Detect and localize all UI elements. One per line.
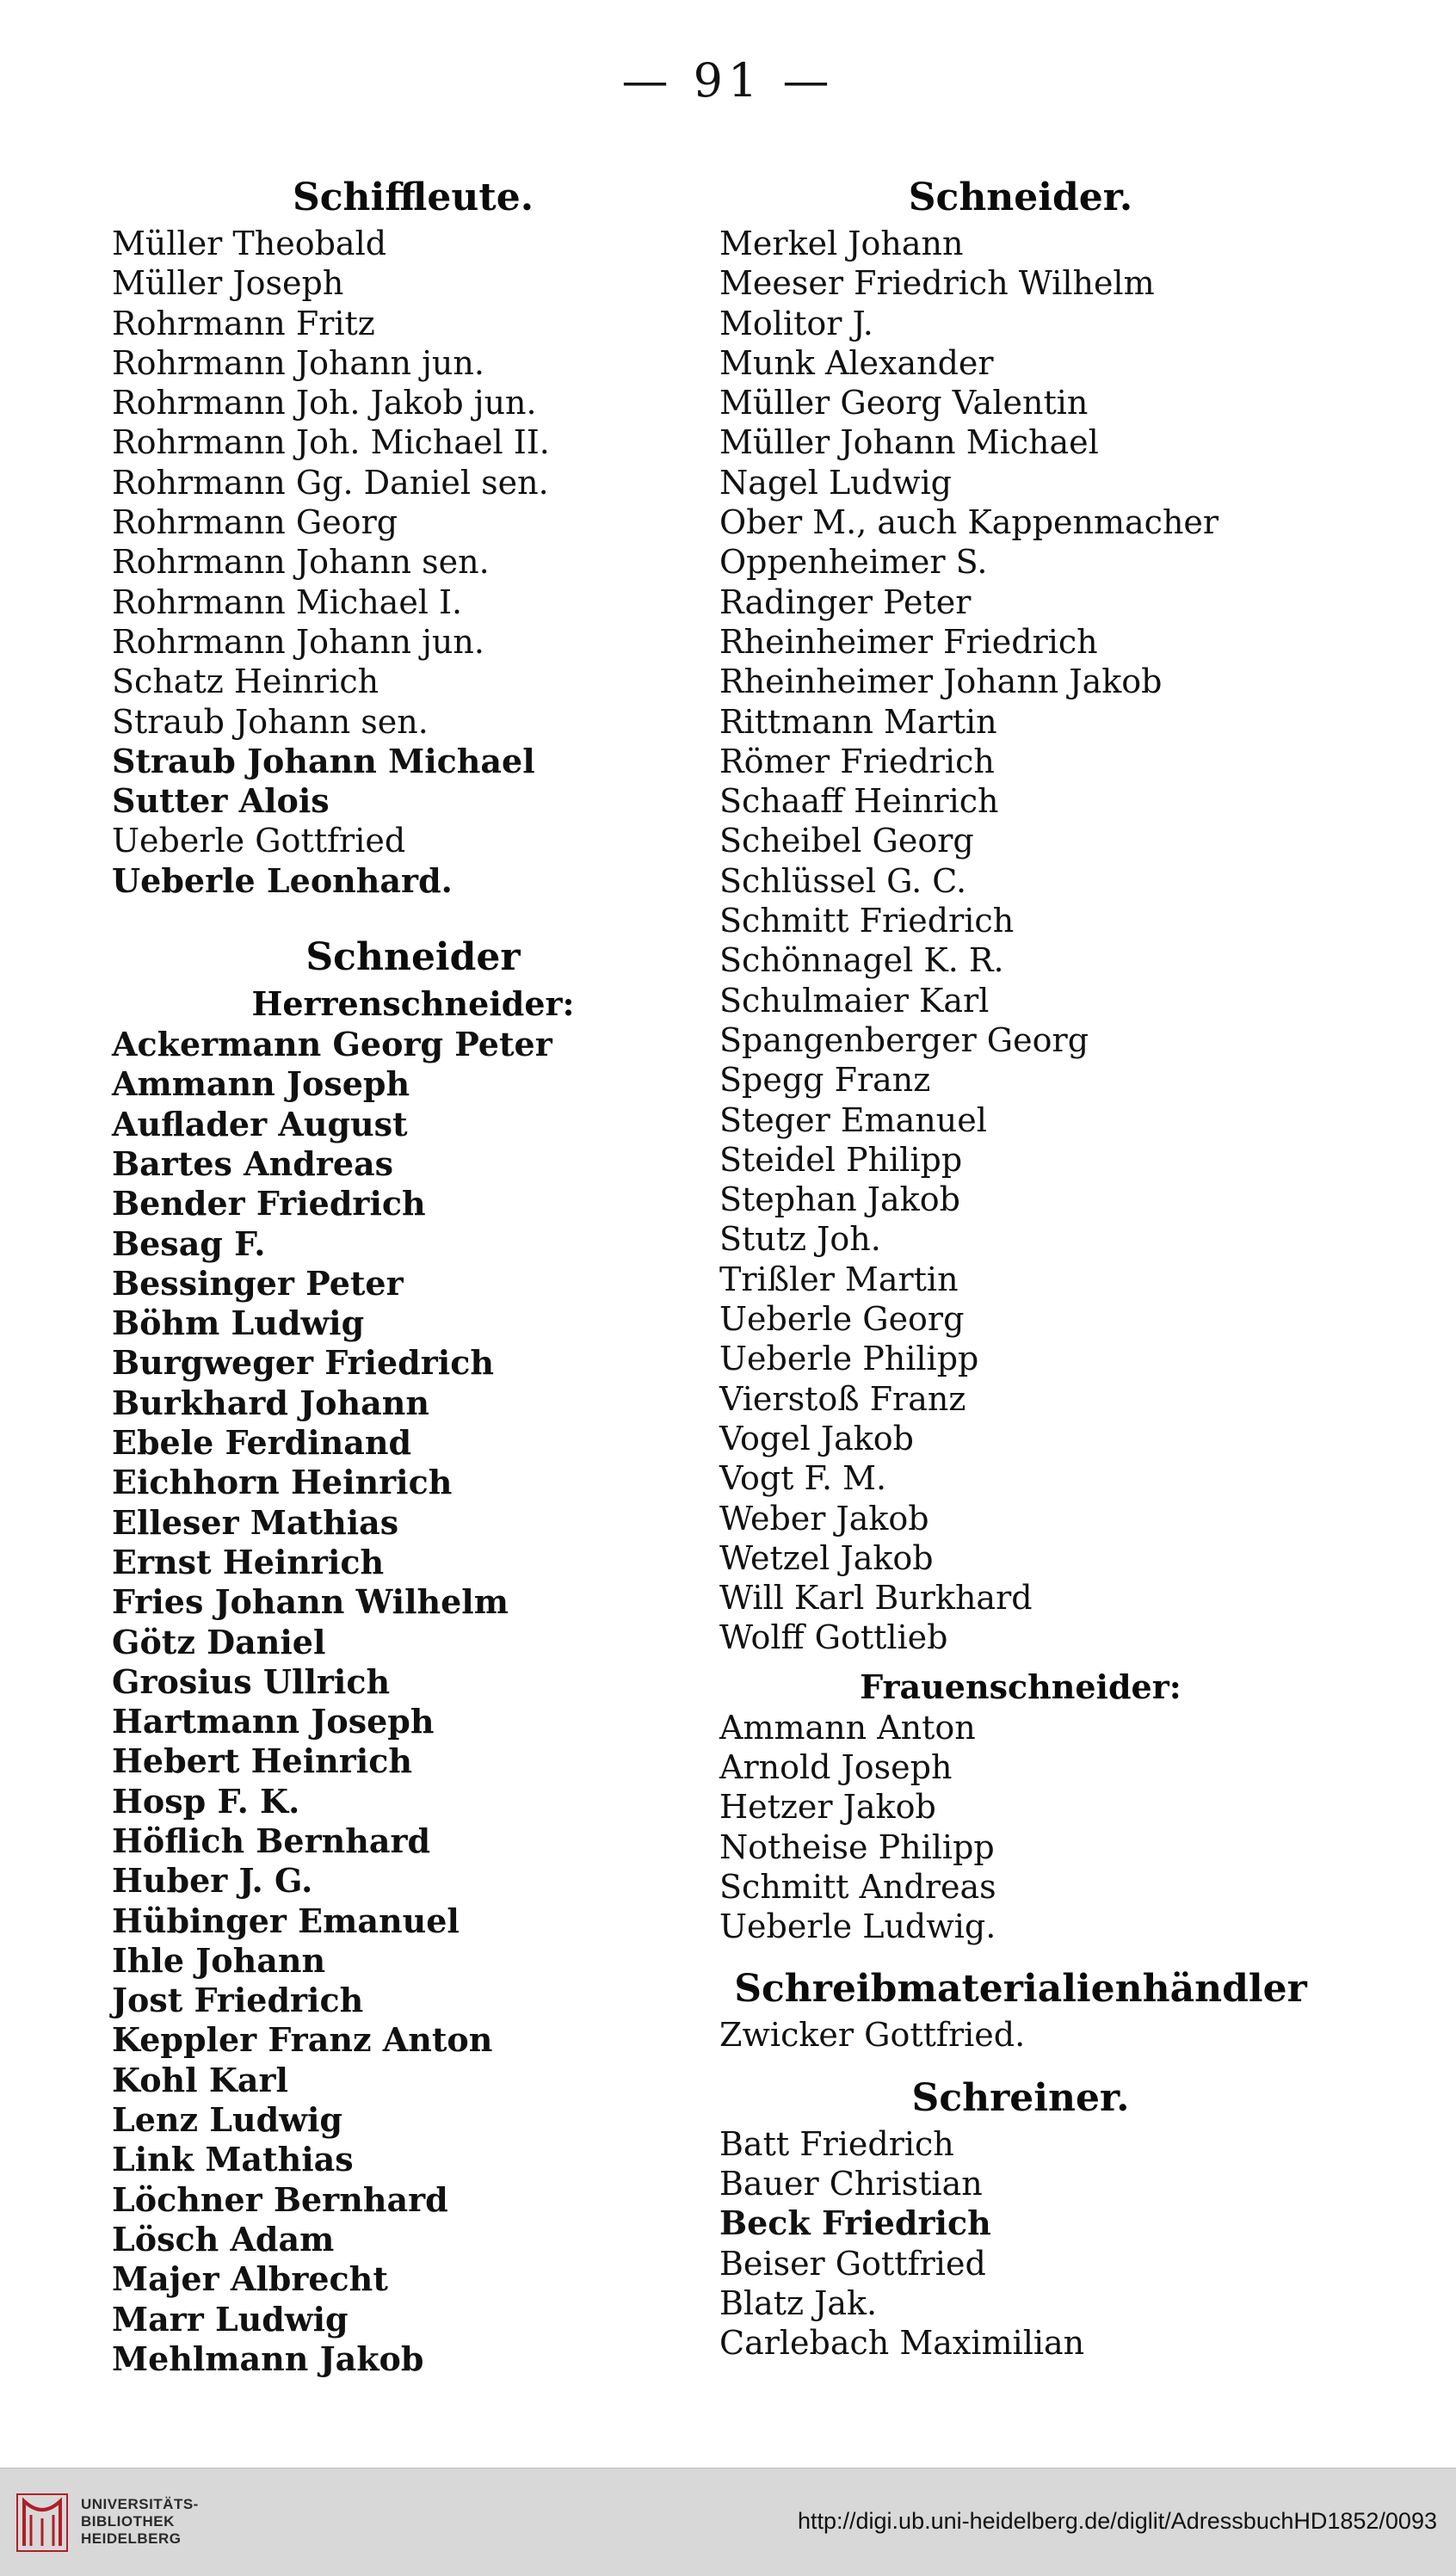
list-item: Ammann Anton <box>719 1708 976 1747</box>
list-item: Rohrmann Johann jun. <box>112 343 484 382</box>
entry-list-schreibmaterialienhaendler <box>719 2015 1322 2055</box>
list-item: Ueberle Ludwig. <box>719 1907 996 1946</box>
list-item: Link Mathias <box>112 2140 354 2179</box>
right-column <box>719 172 1322 2363</box>
list-item: Eichhorn Heinrich <box>112 1463 453 1502</box>
list-item: Ernst Heinrich <box>112 1542 385 1581</box>
list-item: Vierstoß Franz <box>719 1379 966 1418</box>
list-item: Rheinheimer Friedrich <box>719 622 1098 661</box>
list-item: Schaaff Heinrich <box>719 782 999 821</box>
list-item: Müller Georg Valentin <box>719 384 1089 422</box>
list-item: Spangenberger Georg <box>719 1020 1089 1059</box>
list-item: Rheinheimer Johann Jakob <box>719 662 1163 701</box>
list-item: Hebert Heinrich <box>112 1741 412 1781</box>
list-item: Schlüssel G. C. <box>719 861 967 900</box>
list-item: Bauer Christian <box>719 2165 983 2203</box>
list-item: Bessinger Peter <box>112 1263 404 1303</box>
list-item: Hartmann Joseph <box>112 1702 435 1741</box>
footer-bar <box>0 2468 1456 2576</box>
list-item: Nagel Ludwig <box>719 463 952 502</box>
list-item: Bender Friedrich <box>112 1184 426 1223</box>
list-item: Götz Daniel <box>112 1622 326 1661</box>
list-item: Ueberle Gottfried <box>112 822 406 860</box>
list-item: Löchner Bernhard <box>112 2179 448 2219</box>
list-item: Molitor J. <box>719 304 873 342</box>
list-item: Hosp F. K. <box>112 1781 300 1821</box>
logo-line: HEIDELBERG <box>81 2530 182 2547</box>
page-number: — 91 — <box>621 53 835 108</box>
list-item: Steger Emanuel <box>719 1100 987 1139</box>
list-item: Böhm Ludwig <box>112 1303 365 1343</box>
list-item: Blatz Jak. <box>719 2283 878 2322</box>
list-item: Sutter Alois <box>112 781 330 821</box>
list-item: Arnold Joseph <box>719 1747 953 1786</box>
list-item: Kohl Karl <box>112 2060 288 2099</box>
list-item: Merkel Johann <box>719 225 964 262</box>
list-item: Rohrmann Fritz <box>112 304 375 342</box>
list-item: Will Karl Burkhard <box>719 1579 1033 1618</box>
list-item: Rohrmann Georg <box>112 503 398 542</box>
list-item: Schulmaier Karl <box>719 981 990 1020</box>
list-item: Rittmann Martin <box>719 702 997 741</box>
list-item: Schönnagel K. R. <box>719 941 1004 980</box>
list-item: Weber Jakob <box>719 1499 929 1538</box>
list-item: Schmitt Friedrich <box>719 902 1015 940</box>
list-item: Spegg Franz <box>719 1061 931 1100</box>
list-item: Zwicker Gottfried. <box>719 2016 1026 2055</box>
list-item: Steidel Philipp <box>719 1140 963 1179</box>
list-item: Lenz Ludwig <box>112 2100 342 2140</box>
list-item: Radinger Peter <box>719 582 972 621</box>
list-item: Rohrmann Johann jun. <box>112 622 484 661</box>
logo-line: UNIVERSITÄTS- <box>81 2496 199 2512</box>
list-item: Ihle Johann <box>112 1940 326 1980</box>
list-item: Besag F. <box>112 1223 266 1263</box>
section-heading-schreiner: Schreiner. <box>911 2075 1130 2120</box>
list-item: Müller Johann Michael <box>719 423 1099 462</box>
list-item: Marr Ludwig <box>112 2299 349 2339</box>
list-item: Oppenheimer S. <box>719 543 988 582</box>
list-item: Mehlmann Jakob <box>112 2339 424 2378</box>
list-item: Scheibel Georg <box>719 822 974 860</box>
subheading-herrenschneider: Herrenschneider: <box>251 984 575 1024</box>
list-item: Auflader August <box>112 1104 408 1143</box>
entry-list-schiffleute <box>112 224 714 901</box>
list-item: Ober M., auch Kappenmacher <box>719 503 1219 542</box>
entry-list-herrenschneider <box>112 1025 714 2379</box>
list-item: Schmitt Andreas <box>719 1867 996 1906</box>
list-item: Hübinger Emanuel <box>112 1901 460 1940</box>
list-item: Vogel Jakob <box>719 1419 914 1457</box>
list-item: Rohrmann Gg. Daniel sen. <box>112 463 549 502</box>
list-item: Stephan Jakob <box>719 1180 960 1219</box>
list-item: Meeser Friedrich Wilhelm <box>719 264 1155 303</box>
entry-list-frauenschneider <box>719 1708 1322 1947</box>
list-item: Jost Friedrich <box>112 1981 364 2020</box>
logo-line: BIBLIOTHEK <box>81 2513 175 2530</box>
list-item: Lösch Adam <box>112 2219 335 2259</box>
source-url-link[interactable]: http://digi.ub.uni-heidelberg.de/diglit/AdressbuchHD1852/0093 <box>797 2508 1437 2534</box>
list-item: Stutz Joh. <box>719 1220 881 1259</box>
list-item: Burkhard Johann <box>112 1383 429 1422</box>
list-item: Grosius Ullrich <box>112 1661 391 1701</box>
library-logo-icon <box>15 2493 69 2553</box>
list-item: Müller Theobald <box>112 225 387 262</box>
list-item: Carlebach Maximilian <box>719 2324 1085 2363</box>
list-item: Ueberle Leonhard. <box>112 860 453 900</box>
list-item: Beck Friedrich <box>719 2203 991 2243</box>
entry-list-schreiner <box>719 2124 1322 2363</box>
list-item: Ueberle Philipp <box>719 1340 979 1378</box>
list-item: Rohrmann Michael I. <box>112 582 463 621</box>
list-item: Ackermann Georg Peter <box>112 1025 552 1064</box>
list-item: Keppler Franz Anton <box>112 2020 493 2060</box>
list-item: Beiser Gottfried <box>719 2244 986 2283</box>
list-item: Burgweger Friedrich <box>112 1343 494 1383</box>
list-item: Notheise Philipp <box>719 1827 995 1866</box>
section-heading-schneider-continued: Schneider. <box>908 176 1133 219</box>
list-item: Majer Albrecht <box>112 2259 388 2299</box>
list-item: Wetzel Jakob <box>719 1538 934 1577</box>
list-item: Munk Alexander <box>719 343 994 382</box>
list-item: Hetzer Jakob <box>719 1788 936 1827</box>
list-item: Ebele Ferdinand <box>112 1423 412 1463</box>
list-item: Rohrmann Johann sen. <box>112 543 490 582</box>
entry-list-schneider-continued <box>719 224 1322 1658</box>
list-item: Rohrmann Joh. Michael II. <box>112 423 550 462</box>
list-item: Römer Friedrich <box>719 742 995 780</box>
list-item: Müller Joseph <box>112 264 344 303</box>
list-item: Huber J. G. <box>112 1861 313 1901</box>
list-item: Rohrmann Joh. Jakob jun. <box>112 384 537 422</box>
section-heading-schreibmaterialienhaendler: Schreibmaterialienhändler <box>734 1967 1307 2012</box>
list-item: Trißler Martin <box>719 1260 959 1298</box>
list-item: Elleser Mathias <box>112 1502 399 1542</box>
left-column <box>112 172 714 2379</box>
list-item: Batt Friedrich <box>719 2124 954 2163</box>
list-item: Höflich Bernhard <box>112 1821 431 1860</box>
list-item: Ammann Joseph <box>112 1064 410 1104</box>
list-item: Bartes Andreas <box>112 1143 394 1183</box>
list-item: Vogt F. M. <box>719 1459 887 1498</box>
list-item: Straub Johann sen. <box>112 702 429 741</box>
section-heading-schiffleute: Schiffleute. <box>292 176 534 219</box>
subheading-frauenschneider: Frauenschneider: <box>860 1667 1181 1706</box>
list-item: Fries Johann Wilhelm <box>112 1582 509 1622</box>
list-item: Wolff Gottlieb <box>719 1618 948 1657</box>
list-item: Ueberle Georg <box>719 1300 965 1339</box>
list-item: Straub Johann Michael <box>112 741 535 780</box>
library-logo-text <box>81 2496 199 2548</box>
list-item: Schatz Heinrich <box>112 662 379 701</box>
section-heading-schneider: Schneider <box>305 935 521 980</box>
